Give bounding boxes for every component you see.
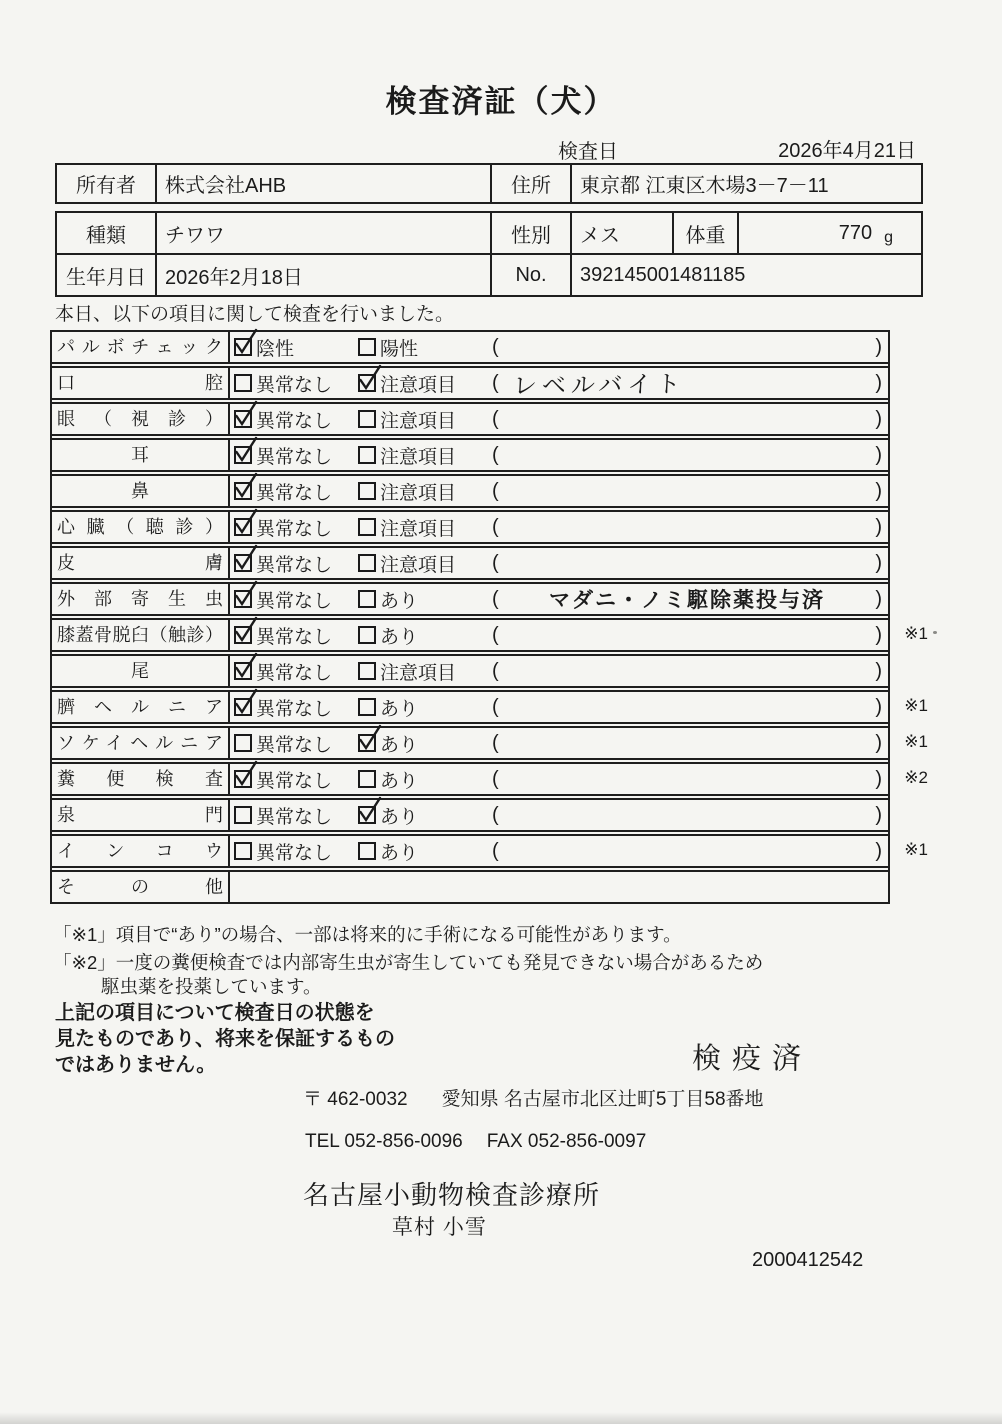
check-mark-icon xyxy=(233,543,259,573)
checklist-row xyxy=(52,654,888,688)
option-label: 異常なし xyxy=(256,410,333,432)
no-value: 392145001481185 xyxy=(580,263,746,286)
species-value: チワワ xyxy=(157,213,492,253)
option-label: 注意項目 xyxy=(380,554,457,576)
checkbox-checked xyxy=(234,482,252,500)
check-mark-icon xyxy=(357,795,383,825)
checklist-row xyxy=(52,582,888,616)
option xyxy=(358,802,492,829)
checkbox-unchecked xyxy=(358,626,376,644)
checklist-row xyxy=(52,834,928,868)
paren-close: ) xyxy=(875,443,882,466)
check-mark-icon xyxy=(233,687,259,717)
sex-label: 性別 xyxy=(492,213,572,253)
row-value xyxy=(230,476,888,506)
ref-mark: ※1 xyxy=(904,696,928,715)
checkbox-unchecked xyxy=(234,806,252,824)
option-label: 注意項目 xyxy=(380,518,457,540)
option xyxy=(234,586,358,613)
checklist-row xyxy=(52,762,928,796)
row-value xyxy=(230,368,888,398)
paren-close: ) xyxy=(875,551,882,574)
checkbox-checked xyxy=(358,374,376,392)
checkbox-unchecked xyxy=(358,770,376,788)
clinic-name: 名古屋小動物検査診療所 xyxy=(303,1180,601,1210)
checklist-table xyxy=(50,330,928,904)
checkbox-unchecked xyxy=(358,338,376,356)
checklist-row xyxy=(52,618,928,652)
paren-close: ) xyxy=(875,335,882,358)
checkbox-unchecked xyxy=(234,734,252,752)
weight-value-cell xyxy=(739,213,921,253)
clinic-address: 愛知県 名古屋市北区辻町5丁目58番地 xyxy=(441,1089,764,1110)
paren-field xyxy=(492,336,882,359)
checkbox-unchecked xyxy=(234,374,252,392)
row-label: パルボチェック xyxy=(52,332,230,362)
checkbox-unchecked xyxy=(358,446,376,464)
paren-field xyxy=(492,624,882,647)
row-label: 糞便検査 xyxy=(52,764,230,794)
paren-open: ( xyxy=(492,839,499,862)
option xyxy=(358,586,492,613)
row-value xyxy=(230,404,888,434)
paren-open: ( xyxy=(492,659,499,682)
inspection-date-value: 2026年4月21日 xyxy=(778,140,916,162)
paren-field xyxy=(492,732,882,755)
disclaimer-line3: ではありません。 xyxy=(55,1054,217,1076)
option-label: 陽性 xyxy=(380,338,419,360)
checklist-row xyxy=(52,438,888,472)
option-label: 注意項目 xyxy=(380,374,457,396)
address-label: 住所 xyxy=(492,165,572,202)
check-mark-icon xyxy=(233,615,259,645)
page-title: 検査済証（犬） xyxy=(385,84,617,119)
species-label: 種類 xyxy=(57,213,157,253)
paren-open: ( xyxy=(492,695,499,718)
paren-open: ( xyxy=(492,371,499,394)
checkbox-checked xyxy=(234,662,252,680)
ref-mark: ※1 xyxy=(904,624,928,643)
ref-mark: ※1 xyxy=(904,840,928,859)
paren-field xyxy=(492,804,882,827)
option-label: 異常なし xyxy=(256,554,333,576)
row-value xyxy=(230,512,888,542)
paren-close: ) xyxy=(875,767,882,790)
row-label: その他 xyxy=(52,872,230,902)
option xyxy=(358,622,492,649)
option-label: 注意項目 xyxy=(380,482,457,504)
option-label: 異常なし xyxy=(256,446,333,468)
checkbox-unchecked xyxy=(234,842,252,860)
tel-number: TEL 052-856-0096 xyxy=(305,1131,463,1152)
checkbox-checked xyxy=(234,554,252,572)
checklist-row xyxy=(52,690,928,724)
paren-close: ) xyxy=(875,731,882,754)
row-value xyxy=(230,548,888,578)
row-label: 口腔 xyxy=(52,368,230,398)
option xyxy=(234,478,358,505)
checkbox-checked xyxy=(234,698,252,716)
row-value xyxy=(230,872,888,902)
option xyxy=(358,838,492,865)
checklist-row xyxy=(52,330,888,364)
option-label: 注意項目 xyxy=(380,410,457,432)
row-value xyxy=(230,620,888,650)
option xyxy=(234,550,358,577)
option-label: 異常なし xyxy=(256,842,333,864)
pet-info-table xyxy=(55,211,923,297)
checkbox-checked xyxy=(234,518,252,536)
check-mark-icon xyxy=(233,471,259,501)
checkbox-checked xyxy=(234,410,252,428)
checkbox-checked xyxy=(358,806,376,824)
option xyxy=(358,658,492,685)
weight-unit: g xyxy=(884,229,893,246)
option xyxy=(234,802,358,829)
option xyxy=(234,730,358,757)
option-label: 異常なし xyxy=(256,518,333,540)
paren-close: ) xyxy=(875,407,882,430)
checkbox-checked xyxy=(358,734,376,752)
tel-fax-line xyxy=(305,1131,646,1153)
paren-field xyxy=(492,696,882,719)
clinic-address-line xyxy=(303,1084,764,1111)
checkbox-unchecked xyxy=(358,698,376,716)
option xyxy=(234,658,358,685)
owner-label: 所有者 xyxy=(57,165,157,202)
row-label: 耳 xyxy=(52,440,230,470)
paren-field xyxy=(492,444,882,467)
option-label: あり xyxy=(380,590,419,612)
check-mark-icon xyxy=(233,651,259,681)
option xyxy=(234,406,358,433)
row-label: 泉門 xyxy=(52,800,230,830)
option xyxy=(358,694,492,721)
option-label: あり xyxy=(380,698,419,720)
scan-speck xyxy=(933,631,937,634)
checkbox-unchecked xyxy=(358,518,376,536)
checkbox-checked xyxy=(234,590,252,608)
paren-close: ) xyxy=(875,371,882,394)
check-mark-icon xyxy=(233,399,259,429)
address-value: 東京都 江東区木場3－7－11 xyxy=(580,175,829,197)
birthdate-value: 2026年2月18日 xyxy=(157,255,492,295)
checkbox-unchecked xyxy=(358,590,376,608)
row-value xyxy=(230,764,888,794)
weight-label: 体重 xyxy=(674,213,739,253)
intro-text: 本日、以下の項目に関して検査を行いました。 xyxy=(55,304,455,325)
option xyxy=(358,514,492,541)
sex-value: メス xyxy=(572,213,674,253)
paren-close: ) xyxy=(875,623,882,646)
checklist-row xyxy=(52,546,888,580)
inspection-date-label: 検査日 xyxy=(558,141,618,163)
option-label: 注意項目 xyxy=(380,662,457,684)
paren-field xyxy=(492,584,882,614)
check-mark-icon xyxy=(233,759,259,789)
checkbox-checked xyxy=(234,338,252,356)
checklist-row xyxy=(52,402,888,436)
option-label: 陰性 xyxy=(256,338,295,360)
check-mark-icon xyxy=(233,507,259,537)
option-label: 異常なし xyxy=(256,698,333,720)
quarantine-stamp: 検疫済 xyxy=(692,1043,813,1075)
option-label: あり xyxy=(380,770,419,792)
paren-open: ( xyxy=(492,335,499,358)
checkbox-checked xyxy=(234,626,252,644)
checklist-row xyxy=(52,474,888,508)
paren-close: ) xyxy=(875,479,882,502)
check-mark-icon xyxy=(357,363,383,393)
option-label: 異常なし xyxy=(256,734,333,756)
row-value xyxy=(230,440,888,470)
option-label: 異常なし xyxy=(256,770,333,792)
paren-field xyxy=(492,516,882,539)
option-label: 異常なし xyxy=(256,374,333,396)
paren-close: ) xyxy=(875,803,882,826)
paren-open: ( xyxy=(492,803,499,826)
row-label: インコウ xyxy=(52,836,230,866)
row-value xyxy=(230,836,888,866)
row-label: 皮膚 xyxy=(52,548,230,578)
paren-close: ) xyxy=(875,659,882,682)
row-label: 鼻 xyxy=(52,476,230,506)
paren-open: ( xyxy=(492,731,499,754)
option xyxy=(234,334,358,361)
option xyxy=(234,622,358,649)
birthdate-label: 生年月日 xyxy=(57,255,157,295)
paren-open: ( xyxy=(492,623,499,646)
paren-open: ( xyxy=(492,407,499,430)
weight-value: 770 xyxy=(838,221,873,244)
row-value xyxy=(230,656,888,686)
option xyxy=(234,838,358,865)
postal-code: 〒 462-0032 xyxy=(303,1089,408,1110)
inspector-name: 草村 小雪 xyxy=(392,1216,487,1239)
paren-open: ( xyxy=(492,587,499,610)
ref-mark: ※1 xyxy=(904,732,928,751)
option xyxy=(234,766,358,793)
paren-field xyxy=(492,660,882,683)
option-label: あり xyxy=(380,842,419,864)
paren-field xyxy=(492,408,882,431)
paren-note: レベルバイト xyxy=(512,370,686,400)
row-label: 眼（視診） xyxy=(52,404,230,434)
paren-open: ( xyxy=(492,479,499,502)
ref-mark: ※2 xyxy=(904,768,928,787)
option xyxy=(234,370,358,397)
serial-number: 2000412542 xyxy=(752,1249,864,1271)
option-label: 異常なし xyxy=(256,662,333,684)
option-label: あり xyxy=(380,626,419,648)
checkbox-unchecked xyxy=(358,842,376,860)
row-label: 外部寄生虫 xyxy=(52,584,230,614)
paren-field xyxy=(492,768,882,791)
owner-address-table xyxy=(55,163,923,204)
checkbox-checked xyxy=(234,770,252,788)
row-label: 尾 xyxy=(52,656,230,686)
option xyxy=(358,334,492,361)
row-value xyxy=(230,728,888,758)
option-label: あり xyxy=(380,734,419,756)
checkbox-checked xyxy=(234,446,252,464)
option-label: あり xyxy=(380,806,419,828)
checklist-row xyxy=(52,798,888,832)
paren-close: ) xyxy=(875,839,882,862)
row-label: ソケイヘルニア xyxy=(52,728,230,758)
paren-field xyxy=(492,480,882,503)
option xyxy=(234,514,358,541)
row-label: 臍ヘルニア xyxy=(52,692,230,722)
paren-field xyxy=(492,552,882,575)
check-mark-icon xyxy=(233,327,259,357)
option xyxy=(358,370,492,397)
checkbox-unchecked xyxy=(358,554,376,572)
row-label: 心臓（聴診） xyxy=(52,512,230,542)
disclaimer-line2: 見たものであり、将来を保証するもの xyxy=(55,1028,395,1050)
disclaimer-text xyxy=(55,1000,395,1078)
checkbox-unchecked xyxy=(358,410,376,428)
check-mark-icon xyxy=(357,723,383,753)
row-value xyxy=(230,584,888,614)
option xyxy=(358,478,492,505)
paren-close: ) xyxy=(875,695,882,718)
disclaimer-line1: 上記の項目について検査日の状態を xyxy=(55,1002,375,1024)
row-value xyxy=(230,800,888,830)
paren-open: ( xyxy=(492,443,499,466)
footnote-2-line1: 「※2」一度の糞便検査では内部寄生虫が寄生していても発見できない場合があるため xyxy=(53,952,764,973)
checklist-row xyxy=(52,870,888,904)
paren-open: ( xyxy=(492,551,499,574)
row-value xyxy=(230,692,888,722)
option xyxy=(358,730,492,757)
option-label: 注意項目 xyxy=(380,446,457,468)
option xyxy=(358,442,492,469)
option-label: 異常なし xyxy=(256,590,333,612)
option-label: 異常なし xyxy=(256,626,333,648)
checkbox-unchecked xyxy=(358,482,376,500)
option-label: 異常なし xyxy=(256,806,333,828)
option-label: 異常なし xyxy=(256,482,333,504)
checklist-row xyxy=(52,366,888,400)
paren-field xyxy=(492,364,882,403)
paren-field xyxy=(492,840,882,863)
check-mark-icon xyxy=(233,579,259,609)
option xyxy=(234,694,358,721)
row-label: 膝蓋骨脱臼（触診） xyxy=(52,620,230,650)
checklist-row xyxy=(52,510,888,544)
option xyxy=(358,406,492,433)
paren-open: ( xyxy=(492,767,499,790)
paren-close: ) xyxy=(875,515,882,538)
row-value xyxy=(230,332,888,362)
paren-note: マダニ・ノミ駆除薬投与済 xyxy=(549,589,825,612)
footnote-1: 「※1」項目で“あり”の場合、一部は将来的に手術になる可能性があります。 xyxy=(53,924,682,945)
check-mark-icon xyxy=(233,435,259,465)
checkbox-unchecked xyxy=(358,662,376,680)
no-label: No. xyxy=(492,255,572,295)
fax-number: FAX 052-856-0097 xyxy=(486,1131,647,1152)
option xyxy=(234,442,358,469)
option xyxy=(358,766,492,793)
option xyxy=(358,550,492,577)
paren-close: ) xyxy=(875,587,882,610)
owner-value: 株式会社AHB xyxy=(157,165,492,202)
footnote-2-line2: 駆虫薬を投薬しています。 xyxy=(101,976,322,997)
checklist-row xyxy=(52,726,928,760)
paren-open: ( xyxy=(492,515,499,538)
